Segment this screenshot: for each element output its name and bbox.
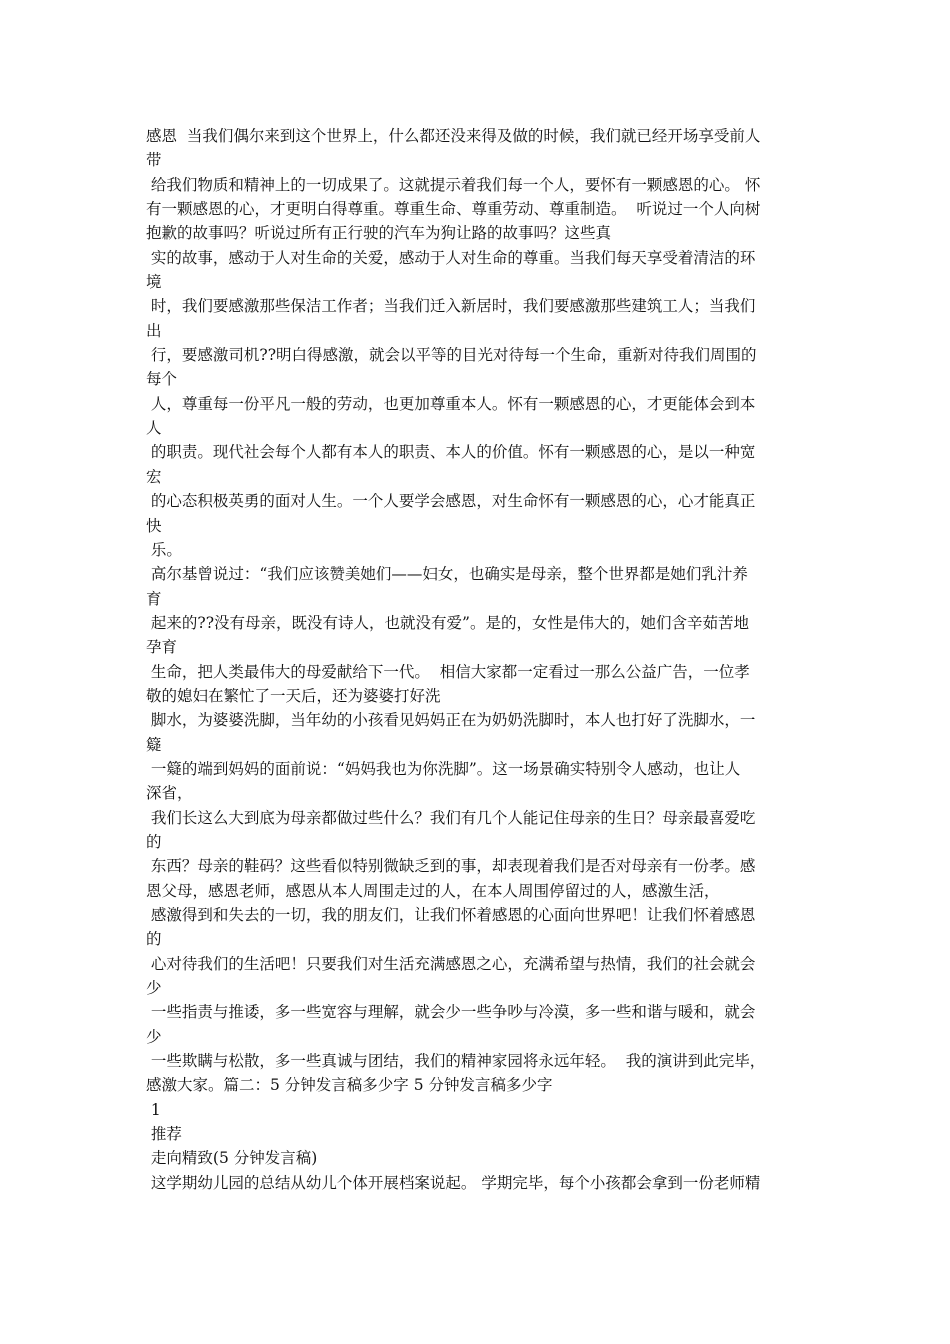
text-line: 的 (146, 832, 162, 851)
text-line: 起来的??没有母亲，既没有诗人，也就没有爱”。是的，女性是伟大的，她们含辛茹苦地 (146, 613, 749, 632)
text-line: 高尔基曾说过：“我们应该赞美她们——妇女，也确实是母亲，整个世界都是她们乳汁养 (146, 565, 748, 584)
text-line: 境 (146, 273, 162, 292)
text-line: 有一颗感恩的心，才更明白得尊重。尊重生命、尊重劳动、尊重制造。 听说过一个人向树 (146, 200, 761, 219)
text-line: 这学期幼儿园的总结从幼儿个体开展档案说起。 学期完毕，每个小孩都会拿到一份老师精 (146, 1173, 761, 1192)
text-line: 的心态积极英勇的面对人生。一个人要学会感恩，对生命怀有一颗感恩的心，心才能真正 (146, 492, 756, 511)
text-line: 快 (146, 516, 162, 535)
text-line: 籎 (146, 735, 162, 754)
text-line: 我们长这么大到底为母亲都做过些什么？我们有几个人能记住母亲的生日？母亲最喜爱吃 (146, 808, 756, 827)
text-line: 感激大家。篇二：5 分钟发言稿多少字 5 分钟发言稿多少字 (146, 1076, 553, 1095)
text-line: 1 (146, 1100, 161, 1119)
text-line: 人 (146, 419, 162, 438)
text-line: 时，我们要感激那些保洁工作者；当我们迁入新居时，我们要感激那些建筑工人；当我们 (146, 297, 756, 316)
text-line: 出 (146, 321, 162, 340)
text-line: 的职责。现代社会每个人都有本人的职责、本人的价值。怀有一颗感恩的心，是以一种宽 (146, 443, 756, 462)
text-line: 抱歉的故事吗？听说过所有正行驶的汽车为狗让路的故事吗？这些真 (146, 224, 612, 243)
text-line: 少 (146, 979, 162, 998)
document-body (146, 124, 820, 1195)
text-line: 感激得到和失去的一切，我的朋友们，让我们怀着感恩的心面向世界吧！让我们怀着感恩 (146, 906, 756, 924)
text-line: 每个 (146, 370, 178, 389)
text-line: 一籎的端到妈妈的面前说：“妈妈我也为你洗脚”。这一场景确实特别令人感动，也让人 (146, 759, 741, 778)
text-line: 感恩 当我们偶尔来到这个世界上，什么都还没来得及做的时候，我们就已经开场享受前人 (146, 127, 761, 145)
text-line: 宏 (146, 467, 162, 486)
text-line: 一些欺瞒与松散，多一些真诚与团结，我们的精神家园将永远年轻。 我的演讲到此完毕， (146, 1052, 766, 1071)
text-line: 的 (146, 930, 162, 949)
text-line: 恩父母，感恩老师，感恩从本人周围走过的人，在本人周围停留过的人，感激生活， (146, 881, 720, 900)
text-line: 育 (146, 589, 162, 608)
text-line: 推荐 (146, 1125, 182, 1144)
text-line: 心对待我们的生活吧！只要我们对生活充满感恩之心，充满希望与热情，我们的社会就会 (146, 954, 756, 973)
text-line: 少 (146, 1027, 162, 1046)
text-line: 深省， (146, 784, 193, 803)
text-line: 走向精致(5 分钟发言稿) (146, 1149, 318, 1168)
text-line: 带 (146, 151, 162, 170)
text-line: 生命，把人类最伟大的母爱献给下一代。 相信大家都一定看过一那么公益广告，一位孝 (146, 662, 750, 681)
text-line: 东西？母亲的鞋码？这些看似特别微缺乏到的事，却表现着我们是否对母亲有一份孝。感 (146, 857, 756, 876)
text-line: 行，要感激司机??明白得感激，就会以平等的目光对待每一个生命，重新对待我们周围的 (146, 346, 757, 365)
text-line: 敬的媳妇在繁忙了一天后，还为婆婆打好洗 (146, 686, 441, 705)
text-line: 实的故事，感动于人对生命的关爱，感动于人对生命的尊重。当我们每天享受着清洁的环 (146, 248, 756, 267)
text-line: 给我们物质和精神上的一切成果了。这就提示着我们每一个人，要怀有一颗感恩的心。 怀 (146, 175, 761, 194)
text-line: 人，尊重每一份平凡一般的劳动，也更加尊重本人。怀有一颗感恩的心，才更能体会到本 (146, 394, 756, 413)
text-line: 孕育 (146, 638, 178, 657)
text-line: 脚水，为婆婆洗脚，当年幼的小孩看见妈妈正在为奶奶洗脚时，本人也打好了洗脚水，一 (146, 711, 756, 730)
text-line: 乐。 (146, 540, 182, 559)
text-line: 一些指责与推诿，多一些宽容与理解，就会少一些争吵与冷漠，多一些和谐与暖和，就会 (146, 1003, 756, 1022)
